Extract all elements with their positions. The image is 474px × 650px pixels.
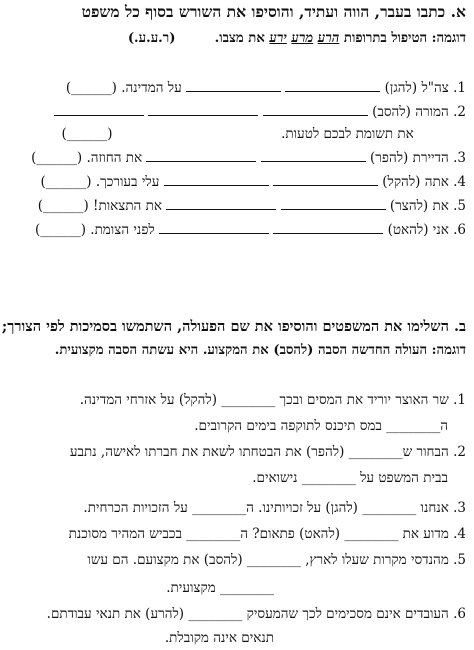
a-item-2-cont: את תשומת לבכם לטעות. (______)	[61, 126, 414, 142]
b-line-5: 5. מהנדסי מקרות שעלו לארץ, ________ (להסב) את מקצועם. הם עשו	[87, 552, 466, 568]
example-tail: את מצבו.	[214, 31, 265, 46]
b-line-6-cont: תנאים אינה מקובלת.	[164, 630, 274, 646]
b-line-2: 2. הבחור ש________ (להפר) את הבטחתו לשאת את חברתו לאישה, נתבע	[69, 444, 466, 460]
example-word-future: ירע	[269, 31, 287, 46]
answer-blank[interactable]	[54, 104, 144, 116]
answer-blank[interactable]	[166, 198, 276, 210]
root-blank[interactable]: (______)	[65, 80, 117, 96]
answer-blank[interactable]	[273, 222, 383, 234]
a-item-6: 6. אני (להאט) לפני הצומת. (______)	[34, 222, 466, 238]
a-item-3: 3. הדיירת (להפר) את החוזה. (______)	[31, 150, 466, 166]
b-line-1-cont: ה________ במס תיכנס לתוקפה בימים הקרובים.	[194, 418, 448, 434]
answer-blank[interactable]	[148, 104, 258, 116]
section-a-example	[6, 30, 466, 46]
a-item-2: 2. המורה (להסב)	[6, 104, 466, 120]
b-line-1: 1. שר האוצר יוריד את המסים ובכך ________ (להקל) על אזרחי המדינה.	[79, 392, 466, 408]
example-word-past: הרע	[317, 31, 340, 46]
b-line-4: 4. מדוע את ________ (להאט) פתאום? ה________ בכביש המהיר מסוכנת	[68, 526, 466, 542]
answer-blank[interactable]	[159, 222, 269, 234]
answer-blank[interactable]	[164, 174, 269, 186]
root-blank[interactable]: (______)	[37, 198, 89, 214]
answer-blank[interactable]	[281, 198, 386, 210]
answer-blank[interactable]	[261, 150, 366, 162]
answer-blank[interactable]	[285, 80, 380, 92]
b-line-3: 3. אנחנו ________ (להגן) על זכויותינו. ה________ על הזכויות הכרחית.	[83, 500, 466, 516]
example-lead: דוגמה: הטיפול בתרופות	[343, 31, 466, 46]
root-blank[interactable]: (______)	[31, 150, 83, 166]
example-root: (ר.ע.ע.)	[127, 31, 176, 46]
answer-blank[interactable]	[273, 174, 378, 186]
root-blank[interactable]: (______)	[40, 174, 92, 190]
a-item-4: 4. אתה (להקל) עלי בעורכך. (______)	[40, 174, 466, 190]
root-blank[interactable]: (______)	[34, 222, 86, 238]
example-word-present: מרע	[291, 31, 314, 46]
b-line-5-cont: ________ מקצועית.	[166, 580, 274, 596]
section-a-heading: א. כתבו בעבר, הווה ועתיד, והוסיפו את השורש בסוף כל משפט	[81, 2, 466, 21]
answer-blank[interactable]	[146, 150, 256, 162]
answer-blank[interactable]	[186, 80, 281, 92]
b-line-6: 6. העובדים אינם מסכימים לכך שהמעסיק ________ (להרע) את תנאי עבודתם.	[46, 606, 466, 622]
a-item-5: 5. את (להצר) את התצאות! (______)	[37, 198, 466, 214]
section-b-heading: ב. השלימו את המשפטים והוסיפו את שם הפעולה, השתמשו בסמיכות לפי הצורך;	[1, 318, 466, 335]
a-item-1: 1. צה"ל (להגן) על המדינה. (______)	[65, 80, 466, 96]
b-line-2-cont: בבית המשפט על ________ נישואים.	[252, 470, 448, 486]
root-blank[interactable]: (______)	[61, 126, 113, 142]
answer-blank[interactable]	[263, 104, 368, 116]
section-b-example: דוגמה: העולה החדשה הסבה (להסב) את המקצוע. היא עשתה הסבה מקצועית.	[54, 343, 466, 358]
